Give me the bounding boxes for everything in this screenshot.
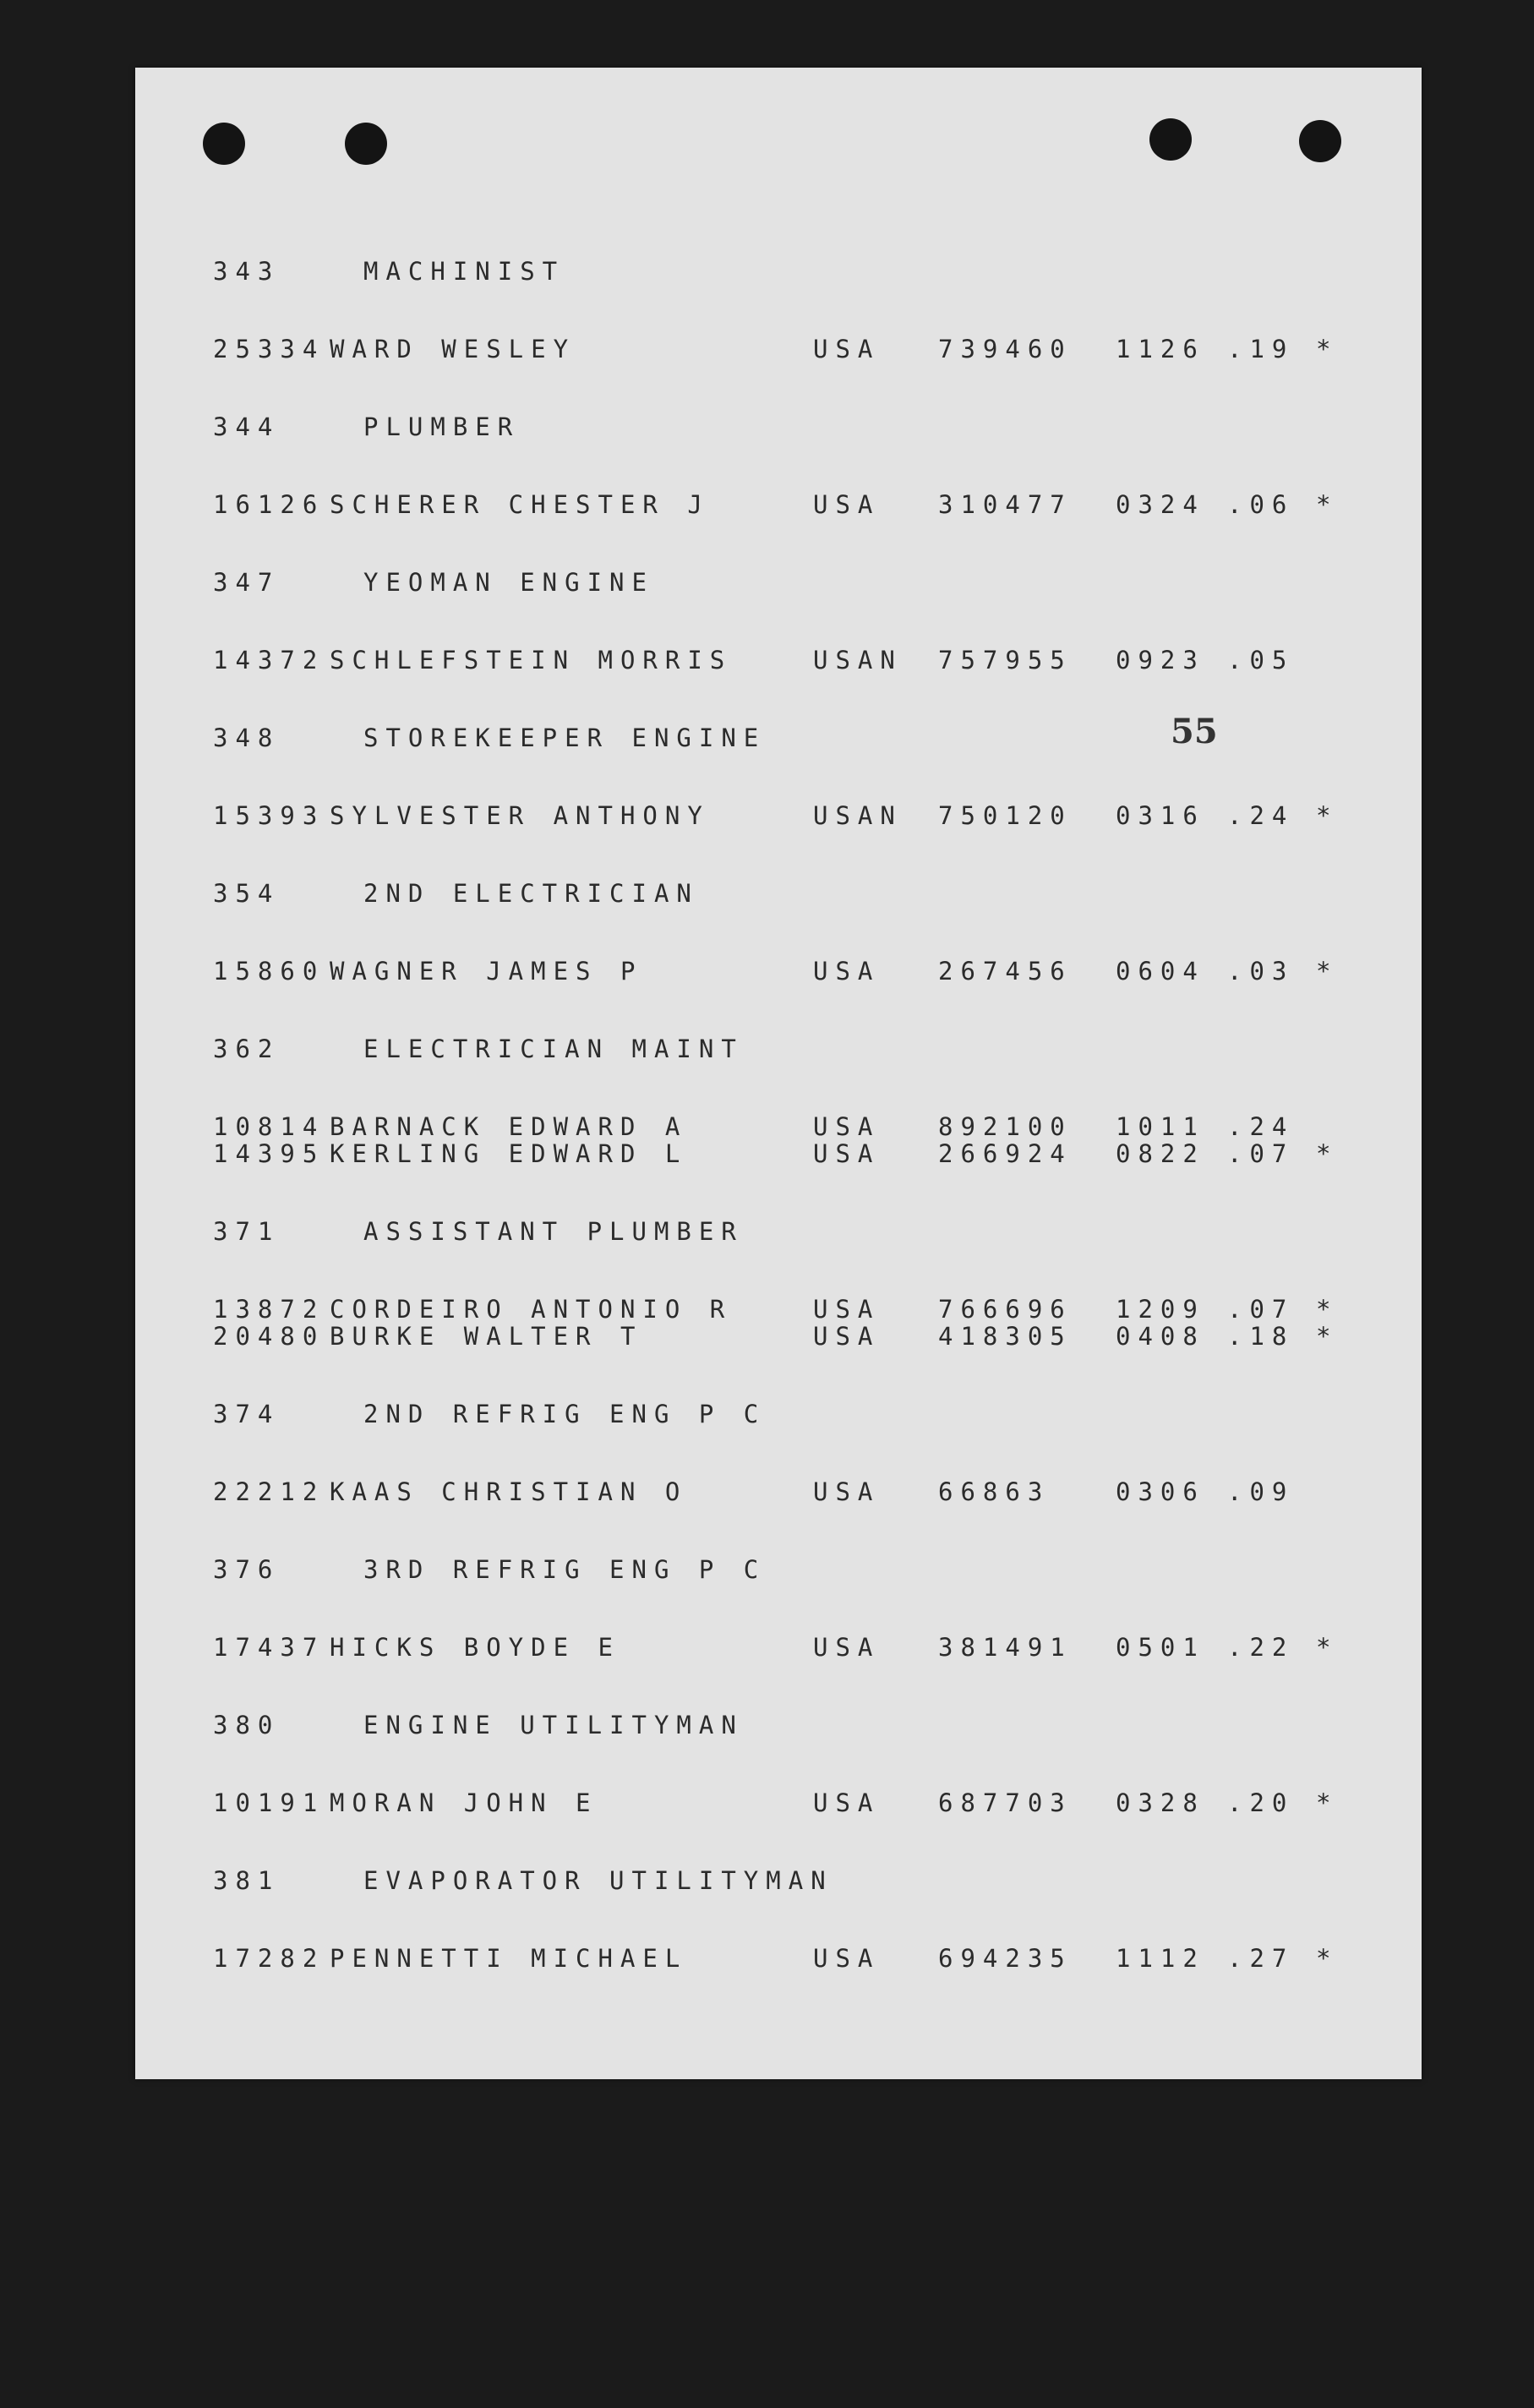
entry-name: WARD WESLEY [330,335,576,363]
entry-date: 0316 [1116,801,1205,830]
entry-id: 20480 [213,1322,325,1351]
entry-nationality: USA [813,1139,881,1168]
entry-date: 0822 [1116,1139,1205,1168]
entry-mark: * [1316,1788,1339,1817]
entry-date: 0501 [1116,1633,1205,1662]
rating-code: 380 [213,1711,281,1739]
entry-id: 14395 [213,1139,325,1168]
entry-fraction: .07 [1227,1295,1295,1324]
page-number: 55 [1171,712,1218,751]
rating-title: EVAPORATOR UTILITYMAN [363,1866,833,1895]
entry-id: 17282 [213,1944,325,1973]
entry-number: 381491 [938,1633,1073,1662]
entry-number: 418305 [938,1322,1073,1351]
entry-number: 687703 [938,1788,1073,1817]
rating-title: ENGINE UTILITYMAN [363,1711,744,1739]
entry-name: BURKE WALTER T [330,1322,643,1351]
entry-date: 1112 [1116,1944,1205,1973]
rating-code: 343 [213,257,281,286]
rating-title: ASSISTANT PLUMBER [363,1217,744,1246]
entry-fraction: .06 [1227,490,1295,519]
entry-nationality: USA [813,1788,881,1817]
rating-code: 347 [213,568,281,597]
entry-mark: * [1316,1322,1339,1351]
rating-title: 3RD REFRIG ENG P C [363,1555,767,1584]
entry-date: 0306 [1116,1477,1205,1506]
entry-date: 0328 [1116,1788,1205,1817]
entry-nationality: USA [813,490,881,519]
punch-hole [1149,118,1192,161]
entry-name: SCHLEFSTEIN MORRIS [330,646,733,674]
entry-mark: * [1316,490,1339,519]
entry-nationality: USA [813,1944,881,1973]
entry-id: 10191 [213,1788,325,1817]
entry-id: 22212 [213,1477,325,1506]
entry-mark: * [1316,957,1339,986]
entry-number: 66863 [938,1477,1051,1506]
entry-nationality: USA [813,1322,881,1351]
rating-code: 348 [213,723,281,752]
punch-hole [1299,120,1341,162]
entry-number: 266924 [938,1139,1073,1168]
entry-mark: * [1316,801,1339,830]
entry-name: SYLVESTER ANTHONY [330,801,710,830]
rating-code: 362 [213,1035,281,1063]
entry-date: 1011 [1116,1112,1205,1141]
entry-date: 0604 [1116,957,1205,986]
entry-fraction: .20 [1227,1788,1295,1817]
rating-title: 2ND ELECTRICIAN [363,879,699,908]
entry-name: PENNETTI MICHAEL [330,1944,688,1973]
entry-fraction: .24 [1227,801,1295,830]
rating-code: 376 [213,1555,281,1584]
document-page [135,68,1422,2079]
entry-id: 17437 [213,1633,325,1662]
rating-title: YEOMAN ENGINE [363,568,654,597]
entry-number: 750120 [938,801,1073,830]
entry-number: 892100 [938,1112,1073,1141]
entry-fraction: .27 [1227,1944,1295,1973]
entry-mark: * [1316,1139,1339,1168]
entry-id: 15393 [213,801,325,830]
entry-number: 267456 [938,957,1073,986]
rating-title: MACHINIST [363,257,565,286]
entry-mark: * [1316,335,1339,363]
entry-id: 25334 [213,335,325,363]
entry-date: 1126 [1116,335,1205,363]
entry-nationality: USA [813,1477,881,1506]
entry-fraction: .03 [1227,957,1295,986]
entry-number: 310477 [938,490,1073,519]
entry-number: 766696 [938,1295,1073,1324]
entry-date: 0923 [1116,646,1205,674]
entry-name: SCHERER CHESTER J [330,490,710,519]
rating-title: ELECTRICIAN MAINT [363,1035,744,1063]
rating-title: 2ND REFRIG ENG P C [363,1400,767,1428]
rating-title: PLUMBER [363,412,521,441]
entry-name: KERLING EDWARD L [330,1139,688,1168]
rating-code: 374 [213,1400,281,1428]
entry-nationality: USA [813,1633,881,1662]
entry-fraction: .19 [1227,335,1295,363]
rating-title: STOREKEEPER ENGINE [363,723,767,752]
entry-nationality: USA [813,1295,881,1324]
rating-code: 344 [213,412,281,441]
entry-date: 1209 [1116,1295,1205,1324]
entry-nationality: USA [813,957,881,986]
entry-name: HICKS BOYDE E [330,1633,620,1662]
entry-name: WAGNER JAMES P [330,957,643,986]
entry-nationality: USA [813,1112,881,1141]
entry-name: CORDEIRO ANTONIO R [330,1295,733,1324]
entry-nationality: USAN [813,646,903,674]
entry-fraction: .07 [1227,1139,1295,1168]
entry-id: 10814 [213,1112,325,1141]
entry-date: 0324 [1116,490,1205,519]
entry-id: 16126 [213,490,325,519]
punch-hole [203,123,245,165]
entry-mark: * [1316,1295,1339,1324]
entry-date: 0408 [1116,1322,1205,1351]
rating-code: 371 [213,1217,281,1246]
entry-number: 757955 [938,646,1073,674]
entry-fraction: .05 [1227,646,1295,674]
entry-number: 739460 [938,335,1073,363]
entry-fraction: .22 [1227,1633,1295,1662]
rating-code: 381 [213,1866,281,1895]
entry-mark: * [1316,1944,1339,1973]
entry-fraction: .18 [1227,1322,1295,1351]
entry-mark: * [1316,1633,1339,1662]
entry-name: BARNACK EDWARD A [330,1112,688,1141]
entry-id: 14372 [213,646,325,674]
entry-fraction: .09 [1227,1477,1295,1506]
rating-code: 354 [213,879,281,908]
entry-nationality: USAN [813,801,903,830]
punch-hole [345,123,387,165]
entry-nationality: USA [813,335,881,363]
entry-fraction: .24 [1227,1112,1295,1141]
entry-name: MORAN JOHN E [330,1788,598,1817]
entry-id: 15860 [213,957,325,986]
entry-id: 13872 [213,1295,325,1324]
entry-name: KAAS CHRISTIAN O [330,1477,688,1506]
entry-number: 694235 [938,1944,1073,1973]
